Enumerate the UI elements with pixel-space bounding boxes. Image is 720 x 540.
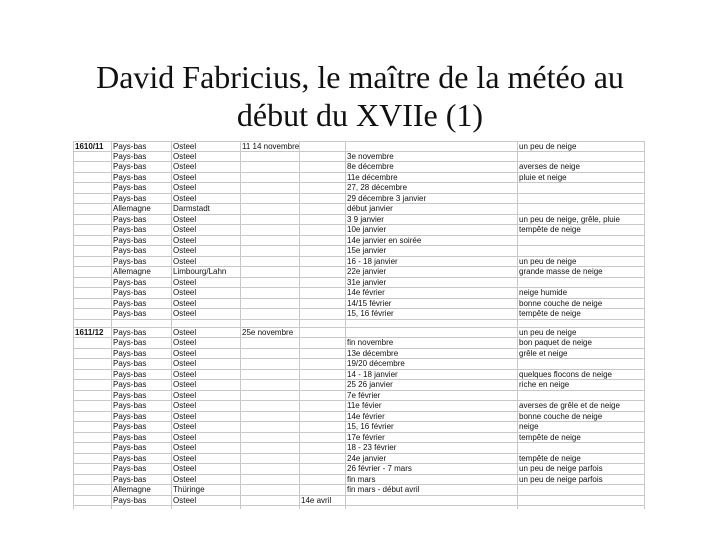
- table-row: [73, 162, 645, 173]
- table-row: [73, 225, 645, 236]
- date-cell: 19/20 décembre: [347, 359, 405, 368]
- spacer-row: [73, 320, 645, 328]
- country-cell: Allemagne: [113, 267, 151, 276]
- date-cell: 15, 16 février: [347, 309, 394, 318]
- country-cell: Pays-bas: [113, 246, 147, 255]
- note-cell: neige: [519, 422, 539, 431]
- table-row: [73, 246, 645, 257]
- place-cell: Osteel: [173, 151, 197, 161]
- place-cell: Osteel: [173, 225, 197, 234]
- country-cell: Pays-bas: [113, 288, 147, 297]
- country-cell: Pays-bas: [113, 193, 147, 203]
- date-cell: 3 9 janvier: [347, 214, 384, 224]
- place-cell: Osteel: [173, 390, 197, 400]
- table-row: [73, 141, 645, 152]
- place-cell: Osteel: [173, 288, 197, 297]
- country-cell: Pays-bas: [113, 380, 147, 389]
- note-cell: un peu de neige parfois: [519, 474, 603, 484]
- place-cell: Osteel: [173, 277, 197, 287]
- date-cell: 18 - 23 février: [347, 443, 397, 452]
- country-cell: Pays-bas: [113, 172, 147, 182]
- date-cell: 14e janvier en soirée: [347, 235, 422, 245]
- table-row: [73, 349, 645, 360]
- year-cell: 1610/11: [75, 142, 104, 151]
- country-cell: Pays-bas: [113, 453, 147, 463]
- country-cell: Pays-bas: [113, 256, 147, 266]
- note-cell: tempête de neige: [519, 225, 581, 234]
- note-cell: averses de neige: [519, 162, 580, 171]
- slide-title-line-1: David Fabricius, le maître de la météo au: [96, 59, 624, 95]
- place-cell: Osteel: [173, 369, 197, 379]
- note-cell: un peu de neige parfois: [519, 464, 603, 473]
- note-cell: grêle et neige: [519, 348, 568, 358]
- note-cell: grande masse de neige: [519, 267, 603, 276]
- place-cell: Darmstadt: [173, 204, 210, 213]
- table-row: [73, 278, 645, 289]
- country-cell: Pays-bas: [113, 464, 147, 473]
- place-cell: Osteel: [173, 193, 197, 203]
- country-cell: Pays-bas: [113, 369, 147, 379]
- table-row: [73, 433, 645, 444]
- note-cell: tempête de neige: [519, 309, 581, 318]
- place-cell: Osteel: [173, 464, 197, 473]
- table-row: [73, 309, 645, 320]
- country-cell: Pays-bas: [113, 277, 147, 287]
- slide-title-line-2: début du XVIIe (1): [236, 97, 484, 133]
- date-cell: 15, 16 février: [347, 422, 394, 431]
- table-row: [73, 454, 645, 465]
- date-cell: 14e avril: [301, 495, 332, 505]
- table-row: [73, 475, 645, 486]
- place-cell: Osteel: [173, 411, 197, 421]
- note-cell: un peu de neige: [519, 142, 577, 151]
- country-cell: Allemagne: [113, 485, 151, 494]
- table-row: [73, 328, 645, 339]
- date-cell: fin novembre: [347, 338, 394, 347]
- table-row: [73, 267, 645, 278]
- place-cell: Limbourg/Lahn: [173, 267, 227, 276]
- country-cell: Pays-bas: [113, 411, 147, 421]
- date-cell: 17e février: [347, 432, 385, 442]
- place-cell: Osteel: [173, 338, 197, 347]
- table-row: [73, 370, 645, 381]
- date-cell: 14 - 18 janvier: [347, 369, 398, 379]
- country-cell: Pays-bas: [113, 338, 147, 347]
- country-cell: Pays-bas: [113, 401, 147, 410]
- place-cell: Osteel: [173, 183, 197, 192]
- note-cell: un peu de neige: [519, 256, 577, 266]
- table-row: [73, 152, 645, 163]
- place-cell: Osteel: [173, 327, 197, 337]
- place-cell: Osteel: [173, 432, 197, 442]
- date-cell: 24e janvier: [347, 453, 387, 463]
- date-cell: 14/15 février: [347, 298, 392, 308]
- place-cell: Osteel: [173, 380, 197, 389]
- date-cell: 26 février - 7 mars: [347, 464, 412, 473]
- place-cell: Osteel: [173, 359, 197, 368]
- table-row: [73, 257, 645, 268]
- note-cell: bon paquet de neige: [519, 338, 592, 347]
- table-row: [73, 204, 645, 215]
- country-cell: Pays-bas: [113, 214, 147, 224]
- country-cell: Pays-bas: [113, 183, 147, 192]
- table-row: [73, 380, 645, 391]
- date-cell: 15e janvier: [347, 246, 387, 255]
- date-cell: 14e février: [347, 411, 385, 421]
- place-cell: Osteel: [173, 235, 197, 245]
- table-row: [73, 194, 645, 205]
- place-cell: Osteel: [173, 348, 197, 358]
- place-cell: Osteel: [173, 298, 197, 308]
- table-row: [73, 422, 645, 433]
- place-cell: Osteel: [173, 309, 197, 318]
- place-cell: Osteel: [173, 443, 197, 452]
- table-row: [73, 236, 645, 247]
- place-cell: Osteel: [173, 246, 197, 255]
- country-cell: Pays-bas: [113, 359, 147, 368]
- country-cell: Pays-bas: [113, 225, 147, 234]
- date-cell: 25 26 janvier: [347, 380, 393, 389]
- note-cell: un peu de neige, grêle, pluie: [519, 214, 620, 224]
- country-cell: Pays-bas: [113, 348, 147, 358]
- table-row: [73, 401, 645, 412]
- note-cell: un peu de neige: [519, 327, 577, 337]
- table-row: [73, 464, 645, 475]
- note-cell: riche en neige: [519, 380, 570, 389]
- note-cell: quelques flocons de neige: [519, 369, 612, 379]
- place-cell: Osteel: [173, 474, 197, 484]
- country-cell: Pays-bas: [113, 235, 147, 245]
- table-row: [73, 173, 645, 184]
- place-cell: Osteel: [173, 142, 197, 151]
- country-cell: Pays-bas: [113, 151, 147, 161]
- country-cell: Pays-bas: [113, 309, 147, 318]
- table-row: [73, 496, 645, 507]
- note-cell: averses de grêle et de neige: [519, 401, 620, 410]
- table-row: [73, 359, 645, 370]
- table-row: [73, 485, 645, 496]
- date-cell: 31e janvier: [347, 277, 387, 287]
- year-cell: 1611/12: [75, 327, 104, 337]
- note-cell: pluie et neige: [519, 172, 567, 182]
- note-cell: neige humide: [519, 288, 568, 297]
- date-cell: fin mars: [347, 474, 376, 484]
- place-cell: Osteel: [173, 162, 197, 171]
- slide-title: [0, 58, 720, 134]
- date-cell: 3e novembre: [347, 151, 394, 161]
- country-cell: Pays-bas: [113, 142, 147, 151]
- place-cell: Osteel: [173, 495, 197, 505]
- date-cell: 11e décembre: [347, 172, 398, 182]
- country-cell: Allemagne: [113, 204, 151, 213]
- table-row: [73, 215, 645, 226]
- note-cell: bonne couche de neige: [519, 411, 603, 421]
- date-cell: 27, 28 décembre: [347, 183, 408, 192]
- date-cell: fin mars - début avril: [347, 485, 420, 494]
- place-cell: Osteel: [173, 214, 197, 224]
- country-cell: Pays-bas: [113, 443, 147, 452]
- place-cell: Osteel: [173, 256, 197, 266]
- table-row: [73, 391, 645, 402]
- table-row: [73, 338, 645, 349]
- country-cell: Pays-bas: [113, 327, 147, 337]
- country-cell: Pays-bas: [113, 474, 147, 484]
- date-cell: 16 - 18 janvier: [347, 256, 398, 266]
- date-cell: 7e février: [347, 390, 381, 400]
- place-cell: Osteel: [173, 401, 197, 410]
- note-cell: bonne couche de neige: [519, 298, 603, 308]
- date-cell: 25e novembre: [242, 327, 294, 337]
- place-cell: Osteel: [173, 422, 197, 431]
- table-row: [73, 288, 645, 299]
- place-cell: Osteel: [173, 172, 197, 182]
- note-cell: tempête de neige: [519, 432, 581, 442]
- date-cell: 14e février: [347, 288, 385, 297]
- country-cell: Pays-bas: [113, 298, 147, 308]
- note-cell: tempête de neige: [519, 453, 581, 463]
- place-cell: Thüringe: [173, 485, 205, 494]
- date-cell: début janvier: [347, 204, 393, 213]
- date-cell: 8e décembre: [347, 162, 394, 171]
- table-row: [73, 299, 645, 310]
- table-row: [73, 183, 645, 194]
- country-cell: Pays-bas: [113, 162, 147, 171]
- date-cell: 11 14 novembre: [242, 142, 299, 151]
- table-row: [73, 443, 645, 454]
- country-cell: Pays-bas: [113, 495, 147, 505]
- weather-records-table: [73, 141, 645, 509]
- date-cell: 10e janvier: [347, 225, 387, 234]
- place-cell: Osteel: [173, 453, 197, 463]
- date-cell: 22e janvier: [347, 267, 387, 276]
- date-cell: 29 décembre 3 janvier: [347, 193, 427, 203]
- table-row: [73, 412, 645, 423]
- country-cell: Pays-bas: [113, 432, 147, 442]
- date-cell: 11e févier: [347, 401, 382, 410]
- date-cell: 13e décembre: [347, 348, 399, 358]
- country-cell: Pays-bas: [113, 390, 147, 400]
- country-cell: Pays-bas: [113, 422, 147, 431]
